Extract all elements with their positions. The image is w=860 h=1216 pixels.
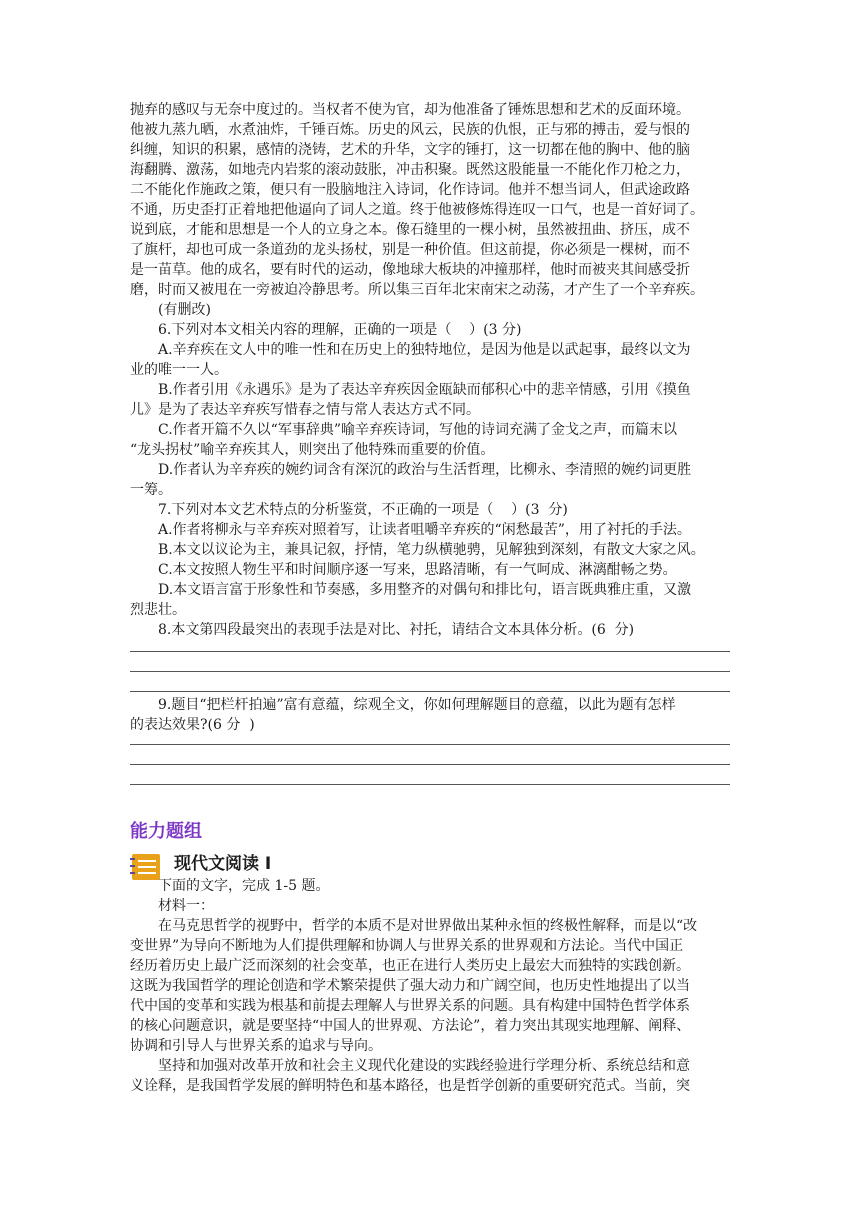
text-line: 在马克思哲学的视野中，哲学的本质不是对世界做出某种永恒的终极性解释，而是以“改 [158, 918, 698, 934]
option-a: A.辛弃疾在文人中的唯一性和在历史上的独特地位，是因为他是以武起事，最终以文为 [158, 342, 691, 358]
option-c-cont: “龙头拐杖”喻辛弃疾其人，则突出了他特殊而重要的价值。 [130, 442, 495, 458]
text-line: 不通，历史歪打正着地把他逼向了词人之道。终于他被修炼得连叹一口气，也是一首好词了。 [130, 202, 704, 218]
text-line: 了旗杆，却也可成一条道劲的龙头扬杖，别是一种价值。但这前提，你必须是一棵树，而不 [130, 242, 690, 258]
text-line: 协调和引导人与世界关系的追求与导向。 [130, 1038, 382, 1054]
question-stem-cont: 的表达效果?(6 分 ) [130, 717, 255, 733]
answer-line[interactable] [130, 784, 730, 785]
text-line: 抛弃的感叹与无奈中度过的。当权者不使为官，却为他准备了锤炼思想和艺术的反面环境。 [130, 102, 690, 118]
question-6 [130, 320, 730, 500]
question-stem: 7.下列对本文艺术特点的分析鉴赏，不正确的一项是（ ）(3 分) [158, 502, 568, 518]
question-stem: 9.题目“把栏杆拍遍”富有意蕴，综观全文，你如何理解题目的意蕴，以此为题有怎样 [158, 697, 676, 713]
text-line: 海翻腾、激荡，如地壳内岩浆的滚动鼓胀，冲击积聚。既然这股能量一不能化作刀枪之力， [130, 162, 690, 178]
text-line: 二不能化作施政之策，便只有一股脑地注入诗词，化作诗词。他并不想当词人，但武途政路 [130, 182, 690, 198]
document-page [130, 100, 730, 785]
option-c: C.本文按照人物生平和时间顺序逐一写来，思路清晰，有一气呵成、淋漓酣畅之势。 [158, 562, 677, 578]
text-line: 代中国的变革和实践为根基和前提去理解人与世界关系的问题。具有构建中国特色哲学体系 [130, 998, 690, 1014]
text-line: 义诠释，是我国哲学发展的鲜明特色和基本路径，也是哲学创新的重要研究范式。当前，突 [130, 1078, 690, 1094]
text-line: 坚持和加强对改革开放和社会主义现代化建设的实践经验进行学理分析、系统总结和意 [158, 1058, 690, 1074]
text-line: 经历着历史上最广泛而深刻的社会变革，也正在进行人类历史上最宏大而独特的实践创新。 [130, 958, 690, 974]
option-a-cont: 业的唯一一人。 [130, 362, 228, 378]
text-line: 这既为我国哲学的理论创造和学术繁荣提供了强大动力和广阔空间，也历史性地提出了以当 [130, 978, 690, 994]
text-line: 他被九蒸九晒，水煮油炸，千锤百炼。历史的风云，民族的仇恨，正与邪的搏击，爱与恨的 [130, 122, 690, 138]
option-d: D.作者认为辛弃疾的婉约词含有深沉的政治与生活哲理，比柳永、李清照的婉约词更胜 [158, 462, 692, 478]
text-line: 的核心问题意识，就是要坚持“中国人的世界观、方法论”，着力突出其现实地理解、阐释、 [130, 1018, 691, 1034]
text-line: 纠缠，知识的积累，感情的浇铸，艺术的升华，文字的锤打，这一切都在他的胸中、他的脑 [130, 142, 690, 158]
option-a: A.作者将柳永与辛弃疾对照着写，让读者咀嚼辛弃疾的“闲愁最苦”，用了衬托的手法。 [158, 522, 691, 538]
source-note: (有删改) [158, 302, 211, 318]
text-line: 变世界”为导向不断地为人们提供理解和协调人与世界关系的世界观和方法论。当代中国正 [130, 938, 684, 954]
option-d-cont: 烈悲壮。 [130, 602, 186, 618]
option-b-cont: 儿》是为了表达辛弃疾写惜春之情与常人表达方式不同。 [130, 402, 480, 418]
question-9 [130, 695, 730, 785]
option-b: B.作者引用《永遇乐》是为了表达辛弃疾因金瓯缺而郁积心中的悲辛情感，引用《摸鱼 [158, 382, 691, 398]
option-b: B.本文以议论为主，兼具记叙，抒情，笔力纵横驰骋，见解独到深刻，有散文大家之风。 [158, 542, 705, 558]
reading-passage [130, 876, 730, 1096]
section-title: 能力题组 [130, 821, 202, 842]
text-line: 是一苗草。他的成名，要有时代的运动，像地球大板块的冲撞那样，他时而被夹其间感受折 [130, 262, 690, 278]
question-7 [130, 500, 730, 620]
option-d-cont: 一筹。 [130, 482, 172, 498]
text-line: 磨，时而又被甩在一旁被迫冷静思考。所以集三百年北宋南宋之动荡，才产生了一个辛弃疾。 [130, 282, 704, 298]
subsection-title: 现代文阅读 I [174, 854, 272, 874]
material-label: 材料一： [158, 898, 214, 914]
instruction: 下面的文字，完成 1-5 题。 [158, 878, 330, 894]
option-d: D.本文语言富于形象性和节奏感，多用整齐的对偶句和排比句，语言既典雅庄重，又激 [158, 582, 692, 598]
passage-paragraph [130, 100, 730, 320]
question-stem: 8.本文第四段最突出的表现手法是对比、衬托，请结合文本具体分析。(6 分) [158, 622, 635, 638]
text-line: 说到底，才能和思想是一个人的立身之本。像石缝里的一棵小树，虽然被扭曲、挤压，成不 [130, 222, 690, 238]
question-stem: 6.下列对本文相关内容的理解，正确的一项是（ ）(3 分) [158, 322, 522, 338]
option-c: C.作者开篇不久以“军事辞典”喻辛弃疾诗词，写他的诗词充满了金戈之声，而篇末以 [158, 422, 677, 438]
question-8 [130, 620, 730, 695]
